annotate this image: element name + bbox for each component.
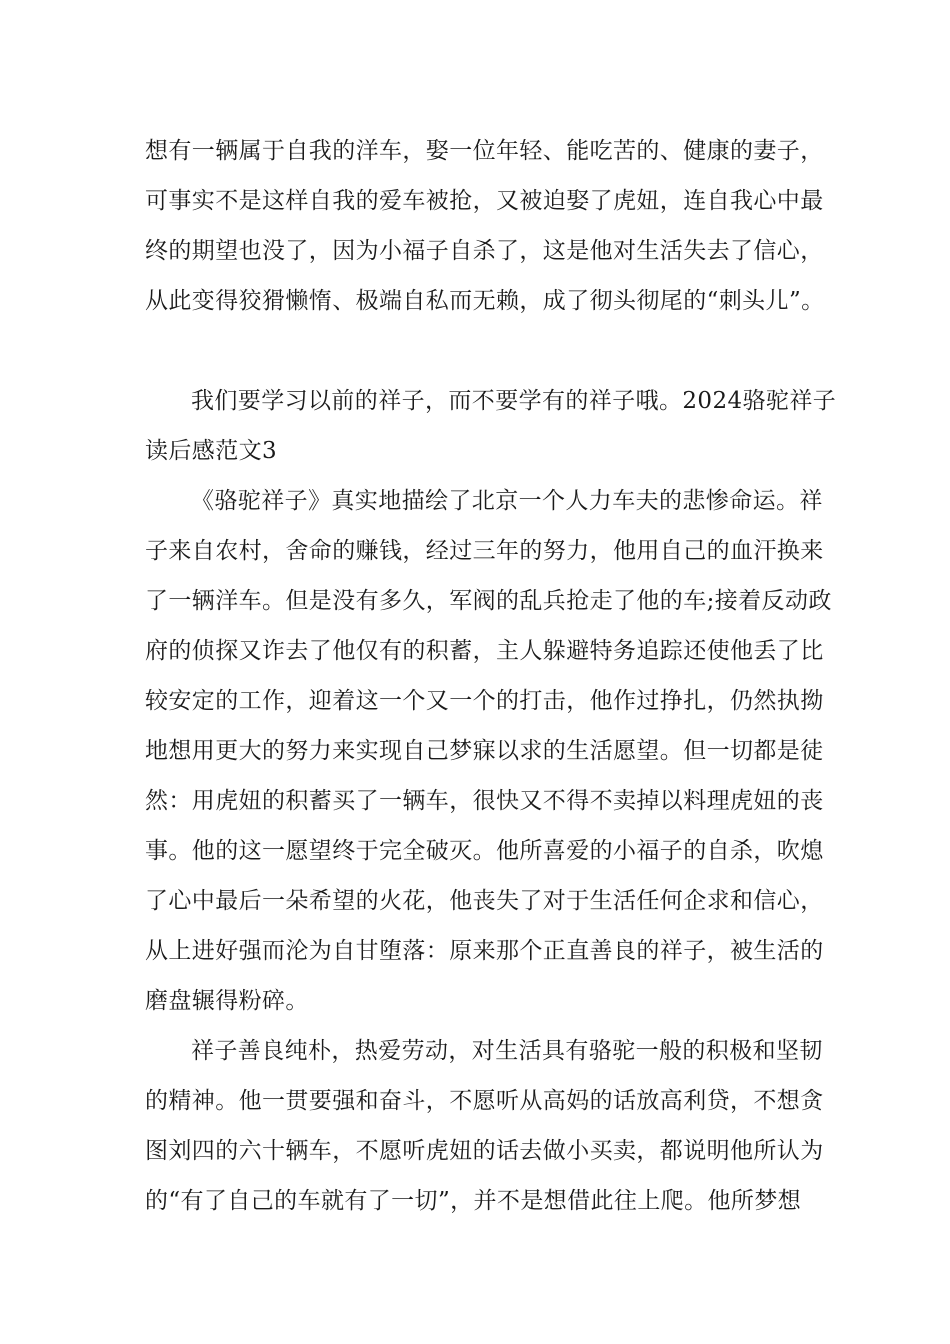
paragraph-a-line-1: 想有一辆属于自我的洋车，娶一位年轻、能吃苦的、健康的妻子， <box>145 138 824 164</box>
paragraph-c-line-4: 府的侦探又诈去了他仅有的积蓄，主人躲避特务追踪还使他丢了比 <box>145 638 824 664</box>
paragraph-d-line-1: 祥子善良纯朴，热爱劳动，对生活具有骆驼一般的积极和坚韧 <box>191 1038 823 1064</box>
section-heading: 读后感范文3 <box>145 438 278 464</box>
paragraph-c-line-11: 磨盘辗得粉碎。 <box>145 988 309 1014</box>
paragraph-c-line-6: 地想用更大的努力来实现自己梦寐以求的生活愿望。但一切都是徒 <box>145 738 824 764</box>
paragraph-c-line-7: 然：用虎妞的积蓄买了一辆车，很快又不得不卖掉以料理虎妞的丧 <box>145 788 824 814</box>
paragraph-d-line-2: 的精神。他一贯要强和奋斗，不愿听从高妈的话放高利贷，不想贪 <box>145 1088 824 1114</box>
paragraph-c-line-9: 了心中最后一朵希望的火花，他丧失了对于生活任何企求和信心， <box>145 888 824 914</box>
paragraph-c-line-2: 子来自农村，舍命的赚钱，经过三年的努力，他用自己的血汗换来 <box>145 538 824 564</box>
paragraph-d-line-4: 的“有了自己的车就有了一切”，并不是想借此往上爬。他所梦想 <box>145 1188 802 1214</box>
paragraph-b-line-1: 我们要学习以前的祥子，而不要学有的祥子哦。2024骆驼祥子 <box>191 388 837 414</box>
paragraph-a-line-4: 从此变得狡猾懒惰、极端自私而无赖，成了彻头彻尾的“刺头儿”。 <box>145 288 825 314</box>
paragraph-a-line-3: 终的期望也没了，因为小福子自杀了，这是他对生活失去了信心， <box>145 238 824 264</box>
paragraph-c-line-1: 《骆驼祥子》真实地描绘了北京一个人力车夫的悲惨命运。祥 <box>191 488 823 514</box>
paragraph-c-line-3: 了一辆洋车。但是没有多久，军阀的乱兵抢走了他的车;接着反动政 <box>145 588 832 614</box>
paragraph-a-line-2: 可事实不是这样自我的爱车被抢，又被迫娶了虎妞，连自我心中最 <box>145 188 824 214</box>
paragraph-c-line-5: 较安定的工作，迎着这一个又一个的打击，他作过挣扎，仍然执拗 <box>145 688 824 714</box>
paragraph-d-line-3: 图刘四的六十辆车，不愿听虎妞的话去做小买卖，都说明他所认为 <box>145 1138 824 1164</box>
paragraph-c-line-8: 事。他的这一愿望终于完全破灭。他所喜爱的小福子的自杀，吹熄 <box>145 838 824 864</box>
paragraph-c-line-10: 从上进好强而沦为自甘堕落：原来那个正直善良的祥子，被生活的 <box>145 938 824 964</box>
